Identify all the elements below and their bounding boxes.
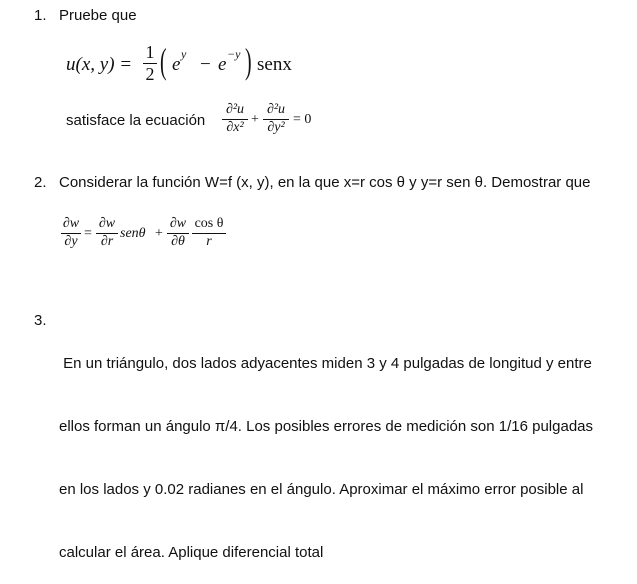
partial-yy-fraction bbox=[263, 103, 289, 135]
formula-lhs: u(x, y) = bbox=[66, 54, 133, 75]
item-1-text: Pruebe que bbox=[59, 7, 137, 24]
formula-e-neg: e bbox=[218, 54, 227, 75]
partial-yy-numerator: ∂²u bbox=[266, 102, 286, 117]
dw-dtheta-denominator: ∂θ bbox=[171, 233, 185, 249]
partial-yy-denominator: ∂y² bbox=[267, 119, 285, 135]
item-3-paragraph bbox=[59, 311, 637, 584]
equation-plus-2: + bbox=[155, 226, 163, 241]
equation-rhs: = 0 bbox=[293, 112, 312, 127]
formula-senx: senx bbox=[257, 54, 292, 75]
item-3-line-4: calcular el área. Aplique diferencial total bbox=[59, 544, 324, 561]
item-2-text: Considerar la función W=f (x, y), en la que x=r cos θ y y=r sen θ. Demostrar que bbox=[59, 174, 591, 191]
item-1-number: 1. bbox=[34, 7, 47, 24]
item-3-number: 3. bbox=[34, 312, 47, 329]
close-paren: ) bbox=[245, 41, 252, 81]
equation-plus: + bbox=[251, 112, 259, 127]
dw-dy-fraction bbox=[61, 217, 81, 249]
open-paren: ( bbox=[160, 41, 167, 81]
formula-exp-neg-y: −y bbox=[227, 47, 241, 61]
fraction-numerator: 1 bbox=[145, 42, 155, 62]
dw-dr-numerator: ∂w bbox=[98, 216, 116, 231]
r-denominator: r bbox=[206, 233, 212, 249]
formula-minus: − bbox=[200, 54, 211, 75]
formula-e-y: e bbox=[172, 54, 181, 75]
item-2-number: 2. bbox=[34, 174, 47, 191]
cos-theta-numerator: cos θ bbox=[194, 216, 224, 231]
dw-dy-denominator: ∂y bbox=[64, 233, 78, 249]
sen-theta: senθ bbox=[120, 226, 146, 241]
dw-dtheta-fraction bbox=[167, 217, 189, 249]
dw-dr-denominator: ∂r bbox=[100, 233, 114, 249]
cos-over-r-fraction bbox=[192, 217, 226, 249]
item-3-line-2: ellos forman un ángulo π/4. Los posibles errores de medición son 1/16 pulgadas bbox=[59, 418, 594, 435]
dw-dtheta-numerator: ∂w bbox=[169, 216, 187, 231]
formula-half-fraction bbox=[143, 43, 157, 84]
item-3-line-1: En un triángulo, dos lados adyacentes miden 3 y 4 pulgadas de longitud y entre bbox=[59, 355, 592, 372]
dw-dr-fraction bbox=[96, 217, 118, 249]
item-1-subtext: satisface la ecuación bbox=[66, 112, 206, 129]
partial-xx-numerator: ∂²u bbox=[225, 102, 245, 117]
fraction-denominator: 2 bbox=[145, 63, 155, 84]
partial-xx-denominator: ∂x² bbox=[226, 119, 244, 135]
item-3-line-3: en los lados y 0.02 radianes en el ángulo. Aproximar el máximo error posible al bbox=[59, 481, 584, 498]
equation-equals: = bbox=[84, 226, 92, 241]
dw-dy-numerator: ∂w bbox=[62, 216, 80, 231]
formula-exp-y: y bbox=[181, 47, 187, 61]
partial-xx-fraction bbox=[222, 103, 248, 135]
